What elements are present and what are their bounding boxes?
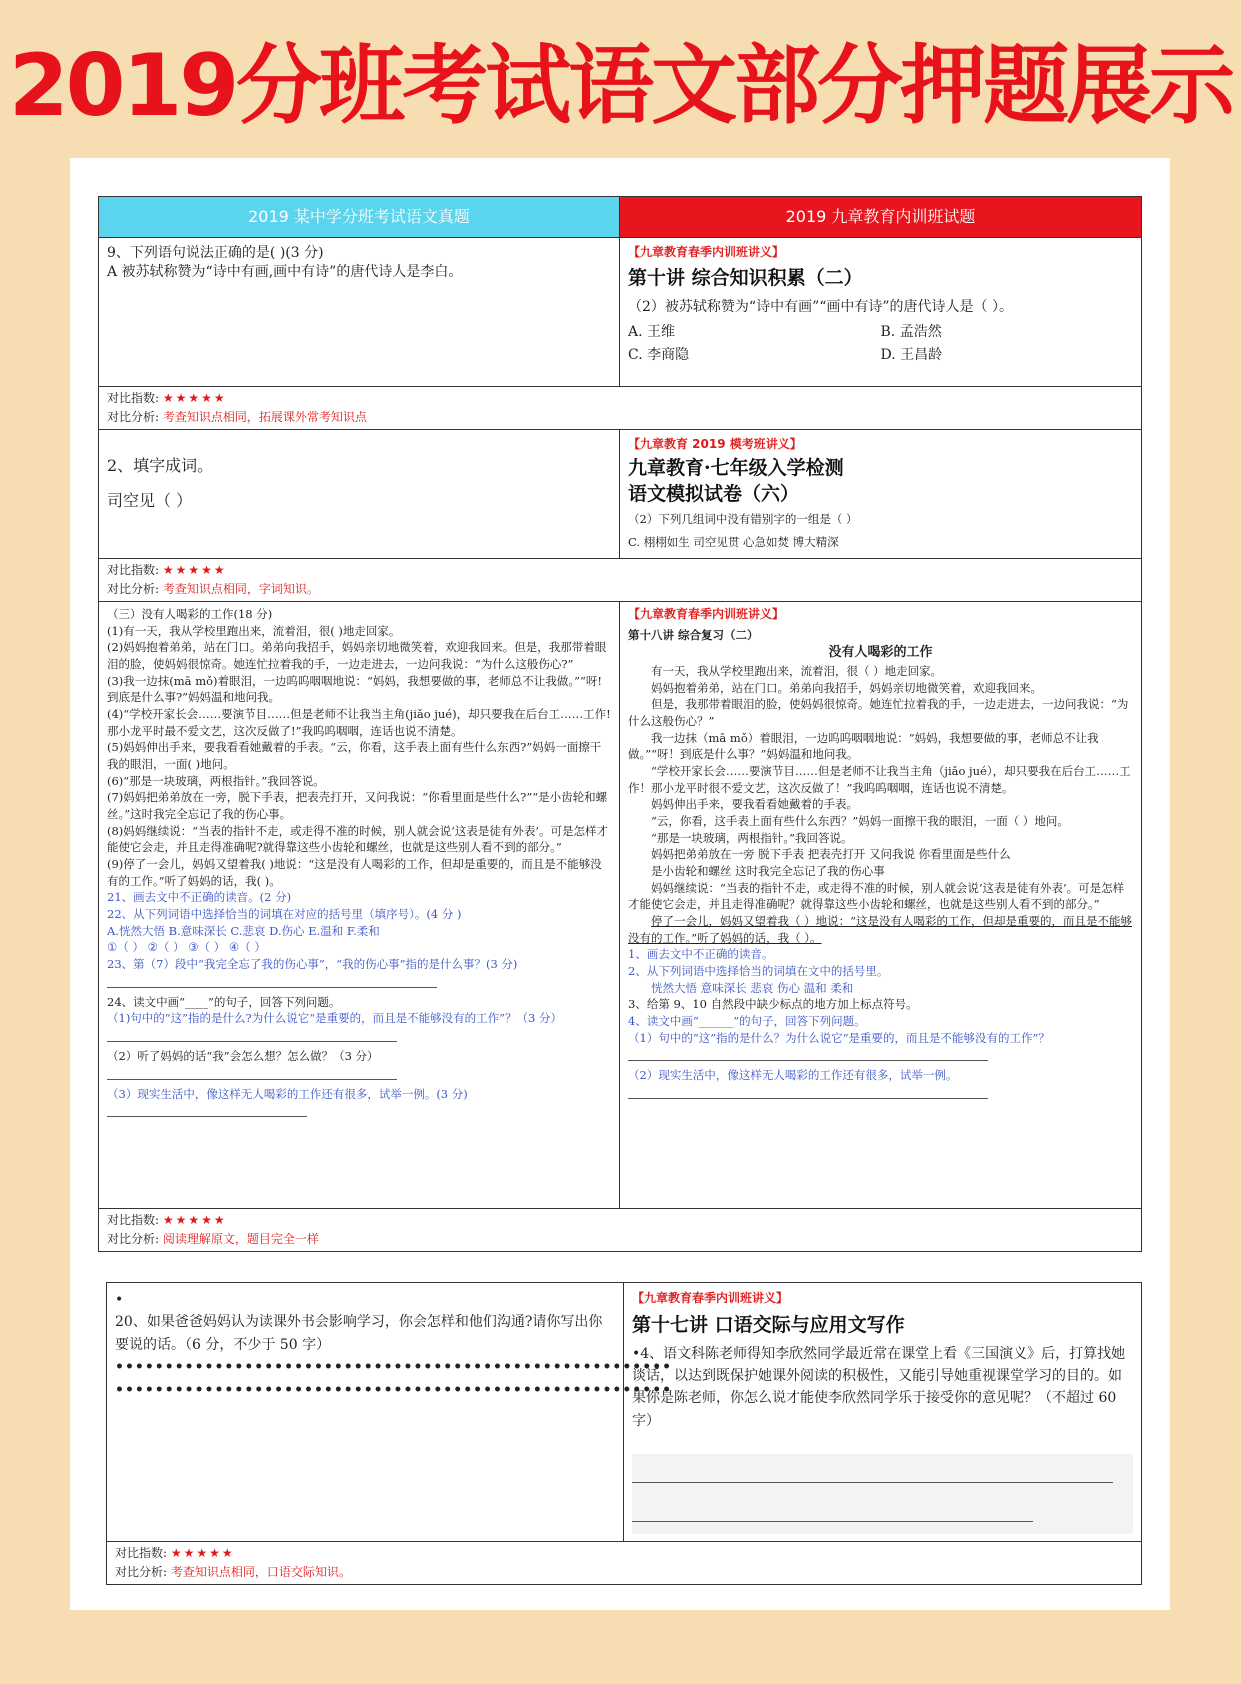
section-1-right xyxy=(620,238,1141,386)
section-2 xyxy=(99,429,1141,558)
analysis-text: 考查知识点相同，字词知识。 xyxy=(162,582,319,596)
option: C. 李商隐 xyxy=(628,346,690,363)
comparison-table-2 xyxy=(106,1282,1142,1585)
question-line: （2）现实生活中，像这样无人喝彩的工作还有很多，试举一例。 xyxy=(628,1068,958,1083)
lecture-title: 第十七讲 口语交际与应用文写作 xyxy=(632,1314,905,1337)
question-line: （2）被苏轼称赞为“诗中有画”“画中有诗”的唐代诗人是（ ）。 xyxy=(628,298,1013,315)
question-line: 1、画去文中不正确的读音。 xyxy=(628,947,774,962)
source-tag: 【九章教育春季内训班讲义】 xyxy=(632,1291,789,1305)
passage-title: 没有人喝彩的工作 xyxy=(828,645,933,661)
section-4-left xyxy=(107,1283,673,1541)
question-line: 2、从下列词语中选择恰当的词填在文中的括号里。 xyxy=(628,964,889,978)
question-line: （1)句中的“这”指的是什么?为什么说它“是重要的，而且是不能够没有的工作”？（3 分） xyxy=(107,1011,562,1026)
question-line: （2）听了妈妈的话“我”会怎么想？怎么做？（3 分） xyxy=(107,1049,379,1064)
question-option: C. 栩栩如生 司空见贯 心急如焚 博大精深 xyxy=(628,535,839,550)
header-left: 2019 某中学分班考试语文真题 xyxy=(99,197,620,237)
score-label: 对比指数: xyxy=(107,391,160,405)
section-4 xyxy=(107,1283,1141,1541)
bullet: • xyxy=(115,1292,124,1308)
section-4-right xyxy=(624,1283,1141,1541)
section-3-left xyxy=(99,602,620,1208)
lecture-subtitle: 语文模拟试卷（六） xyxy=(628,482,800,505)
section-2-right xyxy=(620,430,1141,558)
page-title: 2019分班考试语文部分押题展示 xyxy=(8,36,1233,136)
answer-line[interactable] xyxy=(107,1027,397,1042)
lecture-title: 第十八讲 综合复习（二） xyxy=(628,628,759,643)
passage-line: “那是一块玻璃，两根指针。”我回答说。 xyxy=(651,830,853,845)
passage-line: 有一天，我从学校里跑出来，流着泪，很（ ）地走回家。 xyxy=(651,663,943,678)
passage-line: 是小齿轮和螺丝 这时我完全忘记了我的伤心事 xyxy=(651,863,885,878)
question-line: （1）句中的“这”指的是什么？为什么说它“是重要的，而且是不能够没有的工作”？ xyxy=(628,1030,1050,1045)
question-line: 9、下列语句说法正确的是( )(3 分) xyxy=(107,245,324,261)
score-label: 对比指数: xyxy=(107,1213,160,1227)
source-tag: 【九章教育春季内训班讲义】 xyxy=(628,245,785,259)
question-line: 3、给第 9、10 自然段中缺少标点的地方加上标点符号。 xyxy=(628,997,918,1012)
section-4-footer xyxy=(107,1541,1141,1584)
section-3-right xyxy=(620,602,1141,1208)
lecture-title: 九章教育·七年级入学检测 xyxy=(628,457,844,480)
section-3 xyxy=(99,601,1141,1208)
option: D. 王昌龄 xyxy=(880,346,943,363)
section-1 xyxy=(99,237,1141,386)
question-line: 2、填字成词。 xyxy=(107,456,214,475)
lecture-title: 第十讲 综合知识积累（二） xyxy=(628,267,863,290)
section-1-left xyxy=(99,238,620,386)
question-line: ①（ ） ②（ ） ③（ ） ④（ ） xyxy=(107,940,266,955)
analysis-label: 对比分析: xyxy=(107,582,160,596)
answer-line[interactable] xyxy=(107,1102,307,1117)
passage-line: (5)妈妈伸出手来，要我看看她戴着的手表。“云，你看，这手表上面有些什么东西?”妈妈一面擦干我的眼泪，一面( )地问。 xyxy=(107,740,602,772)
option: A. 王维 xyxy=(628,323,676,340)
passage-line: 停了一会儿，妈妈又望着我（ ）地说：“这是没有人喝彩的工作，但却是重要的，而且是不能够没有的工作。”听了妈妈的话，我（ ）。 xyxy=(628,913,1133,945)
passage-line: “学校开家长会……要演节目……但是老师不让我当主角（jiǎo jué），却只要我在后台工……工作！那小龙平时很不爱文艺，这次反做了！”我呜呜咽咽，连话也说不清楚。 xyxy=(628,763,1131,795)
question-line: 23、第（7）段中“我完全忘了我的伤心事”，“我的伤心事”指的是什么事？(3 分) xyxy=(107,957,518,972)
question-line: 恍然大悟 意味深长 悲哀 伤心 温和 柔和 xyxy=(651,980,854,995)
passage-line: (9)停了一会儿，妈妈又望着我( )地说：“这是没有人喝彩的工作，但却是重要的，而且是不能够没有的工作。”听了妈妈的话，我( )。 xyxy=(107,857,602,888)
question-line: 4、读文中画“______”的句子，回答下列问题。 xyxy=(628,1014,866,1029)
question-line: A.恍然大悟 B.意味深长 C.悲哀 D.伤心 E.温和 F.柔和 xyxy=(107,923,380,938)
passage-line: （三）没有人喝彩的工作(18 分) xyxy=(107,607,273,621)
question-line: •4、语文科陈老师得知李欣然同学最近常在课堂上看《三国演义》后，打算找她谈话，以达到既保护她课外阅读的积极性，又能引导她重视课堂学习的目的。如果你是陈老师，你怎么说才能使李欣然同学乐于接受你的意见呢？（不超过 60 字） xyxy=(632,1345,1126,1429)
source-tag: 【九章教育春季内训班讲义】 xyxy=(628,607,785,621)
analysis-label: 对比分析: xyxy=(107,1232,160,1246)
question-line: 22、从下列词语中选择恰当的词填在对应的括号里（填序号）。(4 分 ) xyxy=(107,907,462,922)
analysis-text: 阅读理解原文，题目完全一样 xyxy=(162,1232,319,1246)
section-2-footer xyxy=(99,558,1141,601)
star-rating: ★★★★★ xyxy=(162,391,227,405)
options-row xyxy=(628,346,1133,365)
section-2-left xyxy=(99,430,620,558)
analysis-text: 考查知识点相同，拓展课外常考知识点 xyxy=(162,410,367,424)
passage-line: (4)“学校开家长会……要演节目……但是老师不让我当主角(jiǎo jué)，却只要我在后台工……工作!那小龙平时最不爱文艺，这次反做了!”我呜呜咽咽，连话也说不清楚。 xyxy=(107,707,611,738)
analysis-text: 考查知识点相同，口语交际知识。 xyxy=(170,1565,351,1579)
star-rating: ★★★★★ xyxy=(162,1213,227,1227)
passage-line: “云，你看，这手表上面有些什么东西？”妈妈一面擦干我的眼泪，一面（ ）地问。 xyxy=(651,813,1069,828)
passage-line: (1)有一天，我从学校里跑出来，流着泪，很( )地走回家。 xyxy=(107,623,401,638)
question-line: 21、画去文中不正确的读音。(2 分) xyxy=(107,890,292,905)
question-line: 24、读文中画“____”的句子，回答下列问题。 xyxy=(107,994,341,1009)
answer-line[interactable] xyxy=(632,1507,1033,1522)
passage-line: 我一边抹（mā mǒ）着眼泪，一边呜呜咽咽地说：“妈妈，我想要做的事，老师总不让我做。”“呀！到底是什么事？”妈妈温和地问我。 xyxy=(628,730,1099,762)
section-1-footer xyxy=(99,386,1141,429)
section-3-footer xyxy=(99,1208,1141,1251)
score-label: 对比指数: xyxy=(107,563,160,577)
analysis-label: 对比分析: xyxy=(107,410,160,424)
answer-line[interactable] xyxy=(632,1468,1113,1483)
option: B. 孟浩然 xyxy=(880,323,942,340)
answer-line[interactable] xyxy=(628,1084,988,1099)
passage-line: 妈妈抱着弟弟，站在门口。弟弟向我招手，妈妈亲切地微笑着，欢迎我回来。 xyxy=(651,680,1042,695)
question-line: 20、如果爸爸妈妈认为读课外书会影响学习，你会怎样和他们沟通?请你写出你要说的话。（6 分，不少于 50 字） xyxy=(115,1314,603,1353)
star-rating: ★★★★★ xyxy=(170,1546,235,1560)
passage-line: 妈妈把弟弟放在一旁 脱下手表 把表壳打开 又问我说 你看里面是些什么 xyxy=(651,847,1011,862)
options-row xyxy=(628,323,1133,342)
answer-area xyxy=(632,1454,1133,1534)
passage-line: 妈妈伸出手来，要我看看她戴着的手表。 xyxy=(651,797,858,812)
exam-sheet xyxy=(70,158,1170,1610)
question-line: （3）现实生活中，像这样无人喝彩的工作还有很多，试举一例。(3 分) xyxy=(107,1086,468,1101)
dotted-answer-line[interactable]: •••••••••••••••••••••••••••••••••••••••••••••••••••••••• xyxy=(115,1381,673,1398)
table-header xyxy=(99,197,1141,237)
passage-line: (7)妈妈把弟弟放在一旁，脱下手表，把表壳打开，又问我说：“你看里面是些什么?”“是小齿轮和螺丝。”这时我完全忘记了我的伤心事。 xyxy=(107,790,608,822)
dotted-answer-line[interactable]: •••••••••••••••••••••••••••••••••••••••••••••••••••••••• xyxy=(115,1359,673,1376)
answer-line[interactable] xyxy=(107,1065,397,1080)
passage-line: 妈妈继续说：“当表的指针不走，或走得不准的时候，别人就会说‘这表是徒有外表’。可是怎样才能使它会走，并且走得准确呢？就得靠这些小齿轮和螺丝，也就是这些别人看不到的部分。” xyxy=(628,880,1125,912)
star-rating: ★★★★★ xyxy=(162,563,227,577)
answer-line[interactable] xyxy=(628,1046,988,1061)
analysis-label: 对比分析: xyxy=(115,1565,168,1579)
passage-line: (2)妈妈抱着弟弟，站在门口。弟弟向我招手，妈妈亲切地微笑着，欢迎我回来。但是，我那带着眼泪的脸，使妈妈很惊奇。她连忙拉着我的手，一边走进去，一边问我说：“为什么这般伤心?” xyxy=(107,640,607,672)
question-line: 司空见（ ） xyxy=(107,491,193,511)
source-tag: 【九章教育 2019 模考班讲义】 xyxy=(628,437,802,451)
score-label: 对比指数: xyxy=(115,1546,168,1560)
answer-line[interactable] xyxy=(107,973,437,988)
header-right: 2019 九章教育内训班试题 xyxy=(620,197,1141,237)
passage-line: (6)“那是一块玻璃，两根指针。”我回答说。 xyxy=(107,773,325,788)
passage-line: (3)我一边抹(mā mǒ)着眼泪，一边呜呜咽咽地说：“妈妈，我想要做的事，老师总不让我做。”“呀!到底是什么事?”妈妈温和地问我。 xyxy=(107,673,603,705)
passage-line: 但是，我那带着眼泪的脸，使妈妈很惊奇。她连忙拉着我的手，一边走进去，一边问我说：“为什么这般伤心？” xyxy=(628,697,1129,728)
passage-line: (8)妈妈继续说：“当表的指针不走，或走得不准的时候，别人就会说‘这表是徒有外表’。可是怎样才能使它会走，并且走得准确呢?就得靠这些小齿轮和螺丝，也就是这些别人看不到的部分。” xyxy=(107,823,608,855)
question-line: （2）下列几组词中没有错别字的一组是（ ） xyxy=(628,512,858,527)
question-line: A 被苏轼称赞为“诗中有画,画中有诗”的唐代诗人是李白。 xyxy=(107,263,463,280)
comparison-table xyxy=(98,196,1142,1252)
